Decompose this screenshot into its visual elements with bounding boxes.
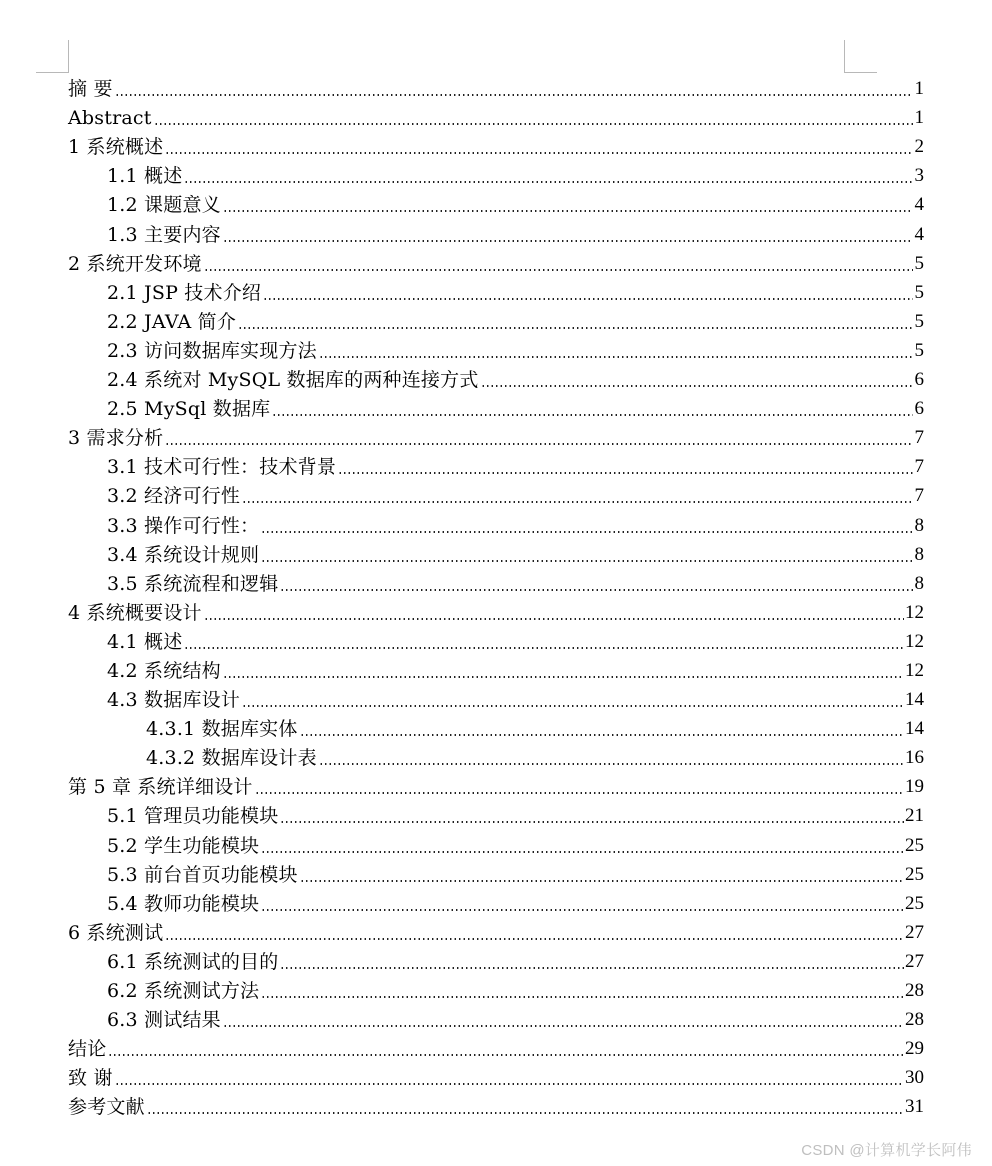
toc-entry[interactable] (68, 975, 924, 1004)
toc-entry-title: 5.4 教师功能模块 (107, 892, 260, 915)
toc-entry-title: 摘 要 (68, 78, 113, 101)
toc-entry[interactable] (68, 306, 924, 335)
toc-leader-dots (165, 938, 904, 940)
toc-entry-title: 3.5 系统流程和逻辑 (107, 572, 279, 595)
toc-entry[interactable] (68, 655, 924, 684)
toc-entry[interactable] (68, 451, 924, 480)
toc-leader-dots (223, 676, 904, 678)
toc-entry-title: 3.1 技术可行性：技术背景 (107, 456, 337, 479)
toc-entry-title: 3.2 经济可行性 (107, 485, 241, 508)
toc-entry-page-number: 28 (905, 1009, 924, 1031)
toc-entry-page-number: 14 (905, 689, 924, 711)
toc-entry[interactable] (68, 771, 924, 800)
toc-entry-page-number: 5 (914, 339, 924, 361)
toc-entry[interactable] (68, 829, 924, 858)
toc-entry-title: 2 系统开发环境 (68, 252, 202, 275)
toc-entry[interactable] (68, 102, 924, 131)
toc-entry[interactable] (68, 73, 924, 102)
toc-entry-page-number: 29 (905, 1038, 924, 1060)
toc-leader-dots (147, 1112, 904, 1114)
toc-entry[interactable] (68, 859, 924, 888)
toc-leader-dots (154, 123, 913, 125)
toc-entry-title: 4.1 概述 (107, 630, 183, 653)
toc-entry-page-number: 28 (905, 980, 924, 1001)
toc-entry-page-number: 25 (905, 892, 924, 914)
toc-entry-title: 结论 (68, 1038, 107, 1061)
crop-mark-top-left (36, 40, 69, 73)
toc-entry[interactable] (68, 539, 924, 568)
toc-entry-title: 1.1 概述 (107, 165, 183, 188)
toc-leader-dots (481, 385, 913, 387)
toc-entry[interactable] (68, 800, 924, 829)
toc-entry-page-number: 6 (914, 398, 924, 420)
toc-entry-title: 3 需求分析 (68, 427, 164, 450)
crop-mark-top-right (844, 40, 877, 73)
toc-entry[interactable] (68, 888, 924, 917)
toc-entry-page-number: 8 (914, 543, 924, 565)
toc-entry-page-number: 3 (914, 165, 924, 187)
toc-leader-dots (261, 560, 913, 562)
toc-entry[interactable] (68, 917, 924, 946)
toc-leader-dots (165, 152, 913, 154)
toc-entry-page-number: 1 (914, 107, 924, 129)
toc-entry-page-number: 8 (914, 572, 924, 594)
toc-leader-dots (223, 1025, 904, 1027)
toc-entry-page-number: 8 (914, 514, 924, 536)
toc-entry[interactable] (68, 626, 924, 655)
toc-entry-page-number: 7 (914, 456, 924, 478)
toc-leader-dots (223, 210, 913, 212)
toc-entry-page-number: 27 (905, 921, 924, 943)
toc-leader-dots (261, 531, 913, 533)
toc-entry-title: 6.3 测试结果 (107, 1009, 221, 1032)
toc-entry-title: 6.1 系统测试的目的 (107, 950, 279, 973)
toc-entry[interactable] (68, 1091, 924, 1120)
toc-entry-title: 2.2 JAVA 简介 (107, 310, 237, 333)
toc-entry-page-number: 1 (914, 78, 924, 100)
toc-leader-dots (242, 501, 913, 503)
toc-entry-page-number: 7 (914, 427, 924, 449)
toc-leader-dots (280, 589, 913, 591)
toc-entry[interactable] (68, 1062, 924, 1091)
toc-entry-title: 3.3 操作可行性： (107, 514, 260, 537)
toc-entry-page-number: 16 (905, 747, 924, 769)
toc-entry-title: 1.3 主要内容 (107, 223, 221, 246)
toc-entry-title: 1.2 课题意义 (107, 194, 221, 217)
toc-entry[interactable] (68, 160, 924, 189)
toc-entry[interactable] (68, 131, 924, 160)
toc-entry-page-number: 5 (914, 281, 924, 303)
toc-leader-dots (238, 327, 913, 329)
toc-entry[interactable] (68, 480, 924, 509)
toc-entry[interactable] (68, 713, 924, 742)
toc-entry-page-number: 30 (905, 1067, 924, 1089)
toc-entry-page-number: 31 (905, 1096, 924, 1118)
toc-leader-dots (223, 240, 913, 242)
toc-entry-page-number: 7 (914, 485, 924, 507)
toc-entry-title: 5.2 学生功能模块 (107, 834, 260, 857)
toc-entry-title: 6 系统测试 (68, 921, 164, 944)
toc-entry[interactable] (68, 393, 924, 422)
toc-entry[interactable] (68, 422, 924, 451)
toc-entry-title: 致 谢 (68, 1067, 113, 1090)
toc-leader-dots (115, 1083, 904, 1085)
toc-entry[interactable] (68, 1033, 924, 1062)
toc-entry-title: 2.1 JSP 技术介绍 (107, 281, 262, 304)
toc-leader-dots (300, 734, 904, 736)
toc-leader-dots (280, 821, 904, 823)
toc-leader-dots (261, 996, 904, 998)
toc-entry-title: 5.1 管理员功能模块 (107, 805, 279, 828)
toc-entry-page-number: 12 (905, 601, 924, 623)
toc-entry-page-number: 6 (914, 369, 924, 391)
toc-entry-title: Abstract (68, 107, 152, 130)
toc-entry[interactable] (68, 597, 924, 626)
toc-entry-title: 3.4 系统设计规则 (107, 543, 260, 566)
toc-leader-dots (300, 880, 904, 882)
toc-entry-page-number: 12 (905, 630, 924, 652)
toc-entry[interactable] (68, 1004, 924, 1033)
toc-entry[interactable] (68, 568, 924, 597)
toc-leader-dots (204, 618, 904, 620)
toc-entry-page-number: 2 (914, 136, 924, 158)
toc-leader-dots (204, 269, 913, 271)
toc-entry-page-number: 19 (905, 776, 924, 798)
toc-entry[interactable] (68, 364, 924, 393)
toc-entry-page-number: 27 (905, 950, 924, 972)
toc-entry[interactable] (68, 509, 924, 538)
toc-entry-page-number: 25 (905, 834, 924, 856)
toc-entry[interactable] (68, 742, 924, 771)
toc-leader-dots (108, 1054, 904, 1056)
toc-entry-title: 5.3 前台首页功能模块 (107, 863, 298, 886)
toc-entry-title: 1 系统概述 (68, 136, 164, 159)
toc-entry[interactable] (68, 277, 924, 306)
toc-entry-title: 2.3 访问数据库实现方法 (107, 339, 317, 362)
toc-leader-dots (280, 967, 904, 969)
toc-leader-dots (319, 356, 913, 358)
toc-leader-dots (261, 909, 904, 911)
toc-leader-dots (272, 414, 913, 416)
toc-leader-dots (242, 705, 904, 707)
toc-leader-dots (165, 443, 913, 445)
toc-entry-title: 4 系统概要设计 (68, 601, 202, 624)
toc-leader-dots (261, 851, 904, 853)
toc-entry-title: 4.2 系统结构 (107, 659, 221, 682)
toc-leader-dots (115, 94, 913, 96)
watermark: CSDN @计算机学长阿伟 (801, 1142, 972, 1159)
toc-entry-page-number: 5 (914, 310, 924, 332)
toc-entry-page-number: 25 (905, 863, 924, 885)
toc-entry-page-number: 5 (914, 252, 924, 274)
toc-entry-page-number: 4 (914, 194, 924, 216)
toc-entry-title: 4.3 数据库设计 (107, 689, 241, 712)
toc-entry[interactable] (68, 218, 924, 247)
toc-entry-page-number: 21 (905, 805, 924, 827)
toc-entry-title: 4.3.1 数据库实体 (146, 718, 298, 741)
toc-entry-title: 参考文献 (68, 1096, 145, 1119)
toc-entry-title: 2.5 MySql 数据库 (107, 398, 271, 421)
toc-entry-title: 4.3.2 数据库设计表 (146, 747, 317, 770)
toc-entry-title: 第 5 章 系统详细设计 (68, 776, 253, 799)
toc-leader-dots (184, 181, 913, 183)
toc-entry[interactable] (68, 248, 924, 277)
toc-entry[interactable] (68, 189, 924, 218)
toc-entry[interactable] (68, 684, 924, 713)
toc-leader-dots (184, 647, 904, 649)
toc-entry-page-number: 12 (905, 659, 924, 681)
toc-leader-dots (263, 298, 913, 300)
toc-entry-page-number: 4 (914, 223, 924, 245)
toc-entry-title: 6.2 系统测试方法 (107, 980, 260, 1002)
toc-entry-title: 2.4 系统对 MySQL 数据库的两种连接方式 (107, 369, 479, 392)
toc-leader-dots (338, 472, 913, 474)
toc-entry[interactable] (68, 335, 924, 364)
toc-entry-page-number: 14 (905, 718, 924, 740)
table-of-contents (68, 73, 924, 1120)
toc-leader-dots (255, 792, 904, 794)
toc-leader-dots (319, 763, 904, 765)
toc-entry[interactable] (68, 946, 924, 975)
